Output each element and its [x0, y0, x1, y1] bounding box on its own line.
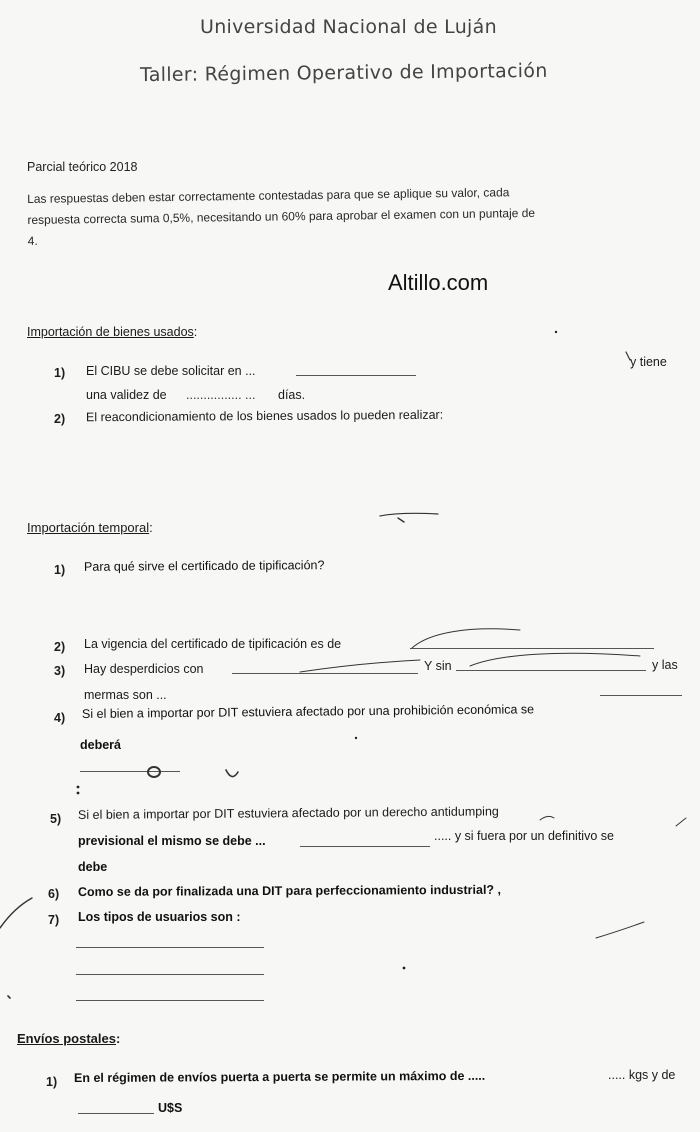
pen-stroke-used-q1: [626, 352, 630, 360]
section-temp-heading-colon: :: [149, 520, 153, 535]
temp-q7-text: Los tipos de usuarios son :: [78, 910, 241, 924]
university-title: Universidad Nacional de Luján: [200, 16, 497, 38]
temp-q6-number: 6): [48, 887, 60, 901]
temp-q4-text-b: deberá: [80, 738, 121, 752]
used-q1-text: El CIBU se debe solicitar en ...: [86, 364, 256, 378]
temp-q4-number: 4): [54, 711, 66, 725]
pen-stroke-heading: [380, 513, 438, 516]
pen-stroke-margin-right: [596, 922, 644, 938]
section-used-heading-text: Importación de bienes usados: [27, 325, 194, 339]
temp-q1-number: 1): [54, 563, 66, 577]
watermark: Altillo.com: [388, 270, 489, 295]
section-temp-heading-text: Importación temporal: [27, 520, 150, 535]
pen-stroke-temp-q4-curve: [226, 770, 238, 777]
temp-q5-text-a: Si el bien a importar por DIT estuviera afectado por un derecho antidumping: [77, 804, 499, 822]
temp-q6-text: Como se da por finalizada una DIT para perfeccionamiento industrial? ,: [77, 882, 502, 899]
pen-stroke-temp-q2: [412, 629, 520, 648]
rules-line-1: Las respuestas deben estar correctamente contestadas para que se aplique su valor, cada: [27, 185, 510, 206]
pen-stroke-temp-q5: [540, 816, 554, 820]
temp-q5-text-b: previsional el mismo se debe ...: [78, 834, 266, 848]
temp-q3-text-d: mermas son ...: [84, 688, 167, 702]
temp-q5-text-c: ..... y si fuera por un definitivo se: [434, 829, 614, 843]
temp-q3-text-c: y las: [652, 658, 678, 672]
temp-q4-text-a: Si el bien a importar por DIT estuviera afectado por una prohibición económica se: [81, 702, 535, 721]
pen-stroke-margin-right-2: [676, 818, 686, 826]
used-q1-number: 1): [54, 366, 66, 380]
pen-stroke-tick: [398, 518, 404, 522]
temp-q7-number: 7): [48, 913, 60, 927]
used-q2-number: 2): [54, 412, 66, 426]
temp-q3-number: 3): [54, 664, 66, 678]
rules-line-2: respuesta correcta suma 0,5%, necesitando un 60% para aprobar el examen con un puntaje de: [27, 205, 536, 227]
postal-q1-text-a: En el régimen de envíos puerta a puerta se permite un máximo de .....: [73, 1068, 486, 1085]
used-q1-blank-2: ................ ...: [186, 388, 256, 402]
temp-q2-text: La vigencia del certificado de tipificación es de: [84, 637, 342, 651]
course-title: Taller: Régimen Operativo de Importación: [139, 59, 548, 87]
pen-stroke-temp-q3b: [300, 660, 420, 672]
temp-q1-text: Para qué sirve el certificado de tipificación?: [83, 558, 325, 574]
temp-q3-text-a: Hay desperdicios con: [84, 662, 204, 676]
used-q2-text: El reacondicionamiento de los bienes usados lo pueden realizar:: [85, 407, 444, 425]
postal-q1-text-b: ..... kgs y de: [608, 1068, 676, 1082]
temp-q5-text-d: debe: [78, 860, 108, 874]
temp-q2-number: 2): [54, 640, 66, 654]
pen-stroke-temp-q3: [470, 653, 640, 666]
rules-line-3: 4.: [27, 233, 38, 248]
used-q1-text-d: días.: [278, 388, 306, 402]
temp-q5-number: 5): [50, 812, 62, 826]
pen-stroke-temp-q4-circle: [148, 767, 160, 777]
used-q1-text-b: y tiene: [630, 355, 667, 369]
postal-q1-number: 1): [46, 1075, 58, 1089]
pen-stroke-margin-q6: [0, 898, 32, 928]
exam-title: Parcial teórico 2018: [27, 160, 138, 174]
section-postal-heading-text: Envíos postales: [17, 1031, 116, 1046]
pen-stroke-margin-left-2: [8, 996, 10, 998]
temp-q3-text-b: Y sin: [424, 659, 452, 673]
postal-q1-text-c: U$S: [158, 1101, 183, 1115]
section-postal-heading-colon: :: [115, 1031, 121, 1046]
section-used-heading-colon: :: [193, 325, 198, 339]
used-q1-text-c: una validez de: [86, 388, 167, 402]
